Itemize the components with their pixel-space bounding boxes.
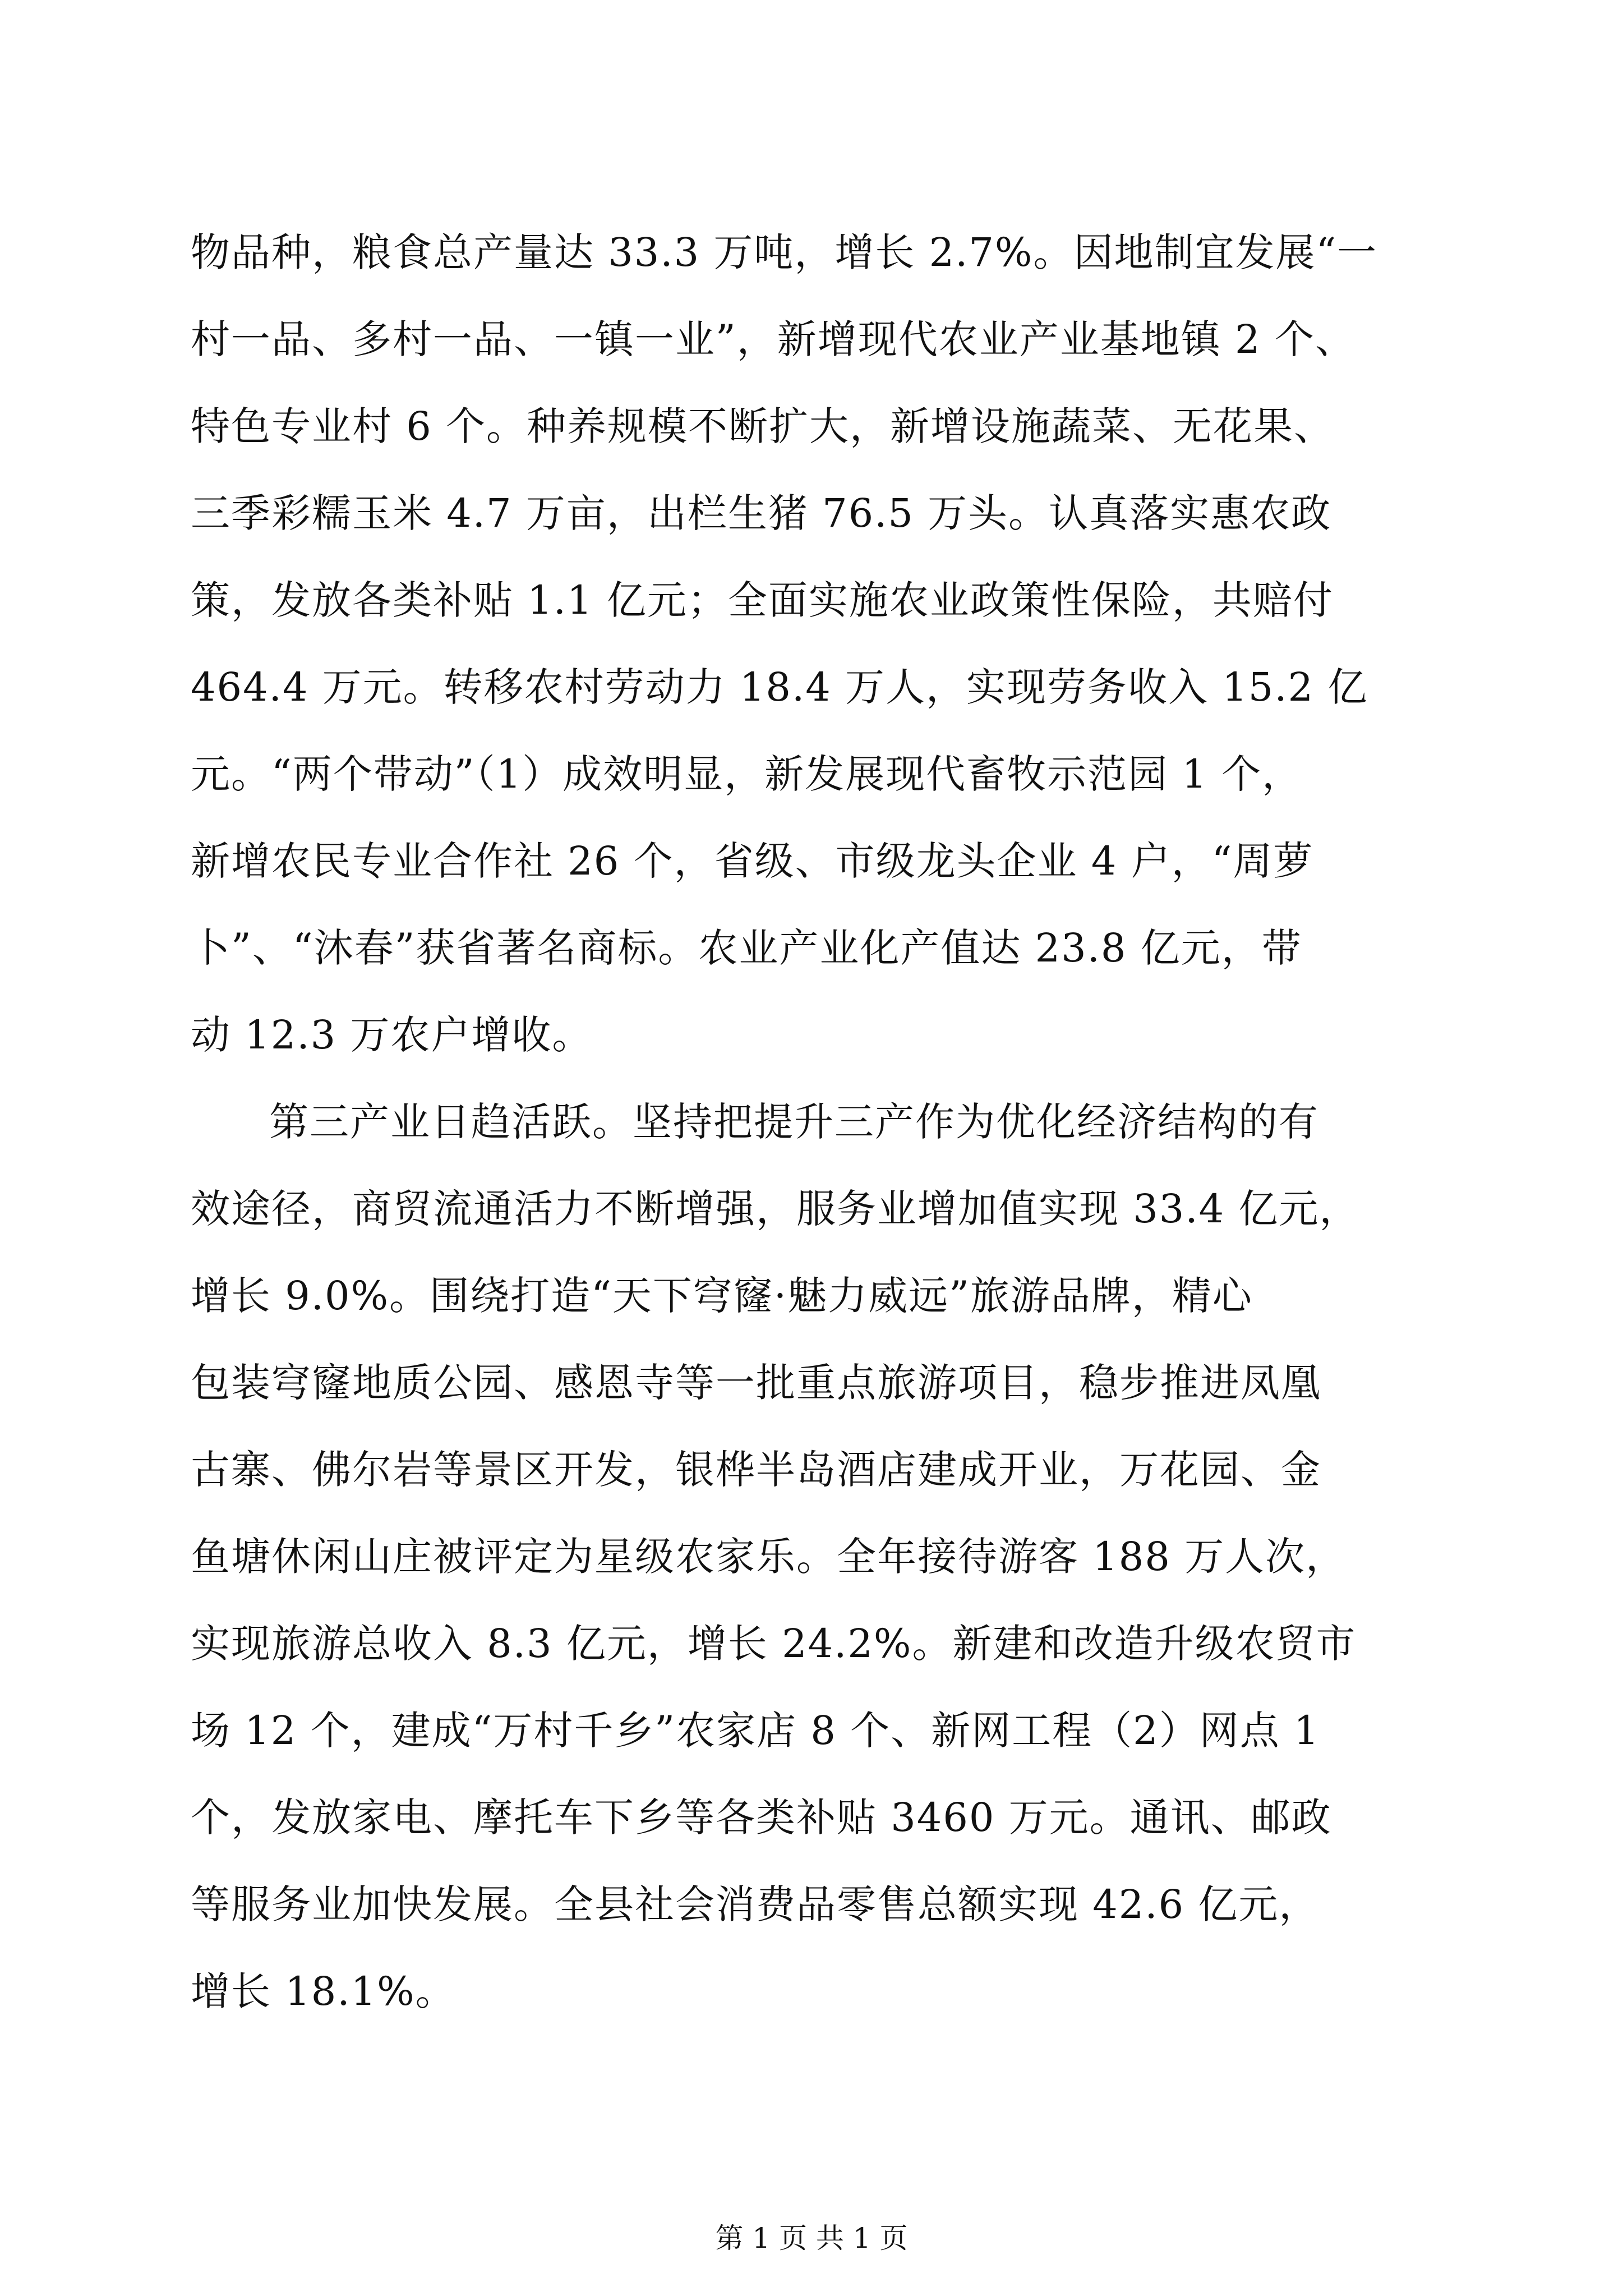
text-line: 特色专业村 6 个。种养规模不断扩大，新增设施蔬菜、无花果、 bbox=[191, 403, 1335, 449]
text-line: 包装穹窿地质公园、感恩寺等一批重点旅游项目，稳步推进凤凰 bbox=[191, 1360, 1321, 1406]
text-line: 实现旅游总收入 8.3 亿元，增长 24.2%。新建和改造升级农贸市 bbox=[191, 1621, 1357, 1667]
page-footer: 第 1 页 共 1 页 bbox=[715, 2222, 908, 2254]
text-line: 鱼塘休闲山庄被评定为星级农家乐。全年接待游客 188 万人次， bbox=[191, 1534, 1347, 1580]
text-line: 动 12.3 万农户增收。 bbox=[191, 1012, 593, 1058]
text-line: 村一品、多村一品、一镇一业”，新增现代农业产业基地镇 2 个、 bbox=[191, 316, 1355, 362]
text-line: 个，发放家电、摩托车下乡等各类补贴 3460 万元。通讯、邮政 bbox=[191, 1795, 1332, 1841]
text-line: 第三产业日趋活跃。坚持把提升三产作为优化经济结构的有 bbox=[269, 1099, 1319, 1145]
text-line: 场 12 个，建成“万村千乡”农家店 8 个、新网工程（2）网点 1 bbox=[191, 1708, 1320, 1754]
text-line: 增长 9.0%。围绕打造“天下穹窿·魅力威远”旅游品牌，精心 bbox=[191, 1273, 1253, 1319]
text-line: 元。“两个带动”（1）成效明显，新发展现代畜牧示范园 1 个， bbox=[191, 751, 1303, 797]
text-line: 策，发放各类补贴 1.1 亿元；全面实施农业政策性保险，共赔付 bbox=[191, 577, 1334, 623]
text-line: 效途径，商贸流通活力不断增强，服务业增加值实现 33.4 亿元， bbox=[191, 1186, 1360, 1232]
text-line: 三季彩糯玉米 4.7 万亩，出栏生猪 76.5 万头。认真落实惠农政 bbox=[191, 490, 1332, 536]
text-line: 古寨、佛尔岩等景区开发，银桦半岛酒店建成开业，万花园、金 bbox=[191, 1447, 1321, 1493]
text-line: 增长 18.1%。 bbox=[191, 1968, 456, 2014]
text-line: 等服务业加快发展。全县社会消费品零售总额实现 42.6 亿元， bbox=[191, 1881, 1320, 1927]
text-line: 464.4 万元。转移农村劳动力 18.4 万人，实现劳务收入 15.2 亿 bbox=[191, 664, 1368, 710]
text-line: 卜”、“沐春”获省著名商标。农业产业化产值达 23.8 亿元，带 bbox=[191, 925, 1302, 971]
text-line: 物品种，粮食总产量达 33.3 万吨，增长 2.7%。因地制宜发展“一 bbox=[191, 229, 1378, 275]
text-line: 新增农民专业合作社 26 个，省级、市级龙头企业 4 户，“周萝 bbox=[191, 838, 1314, 884]
